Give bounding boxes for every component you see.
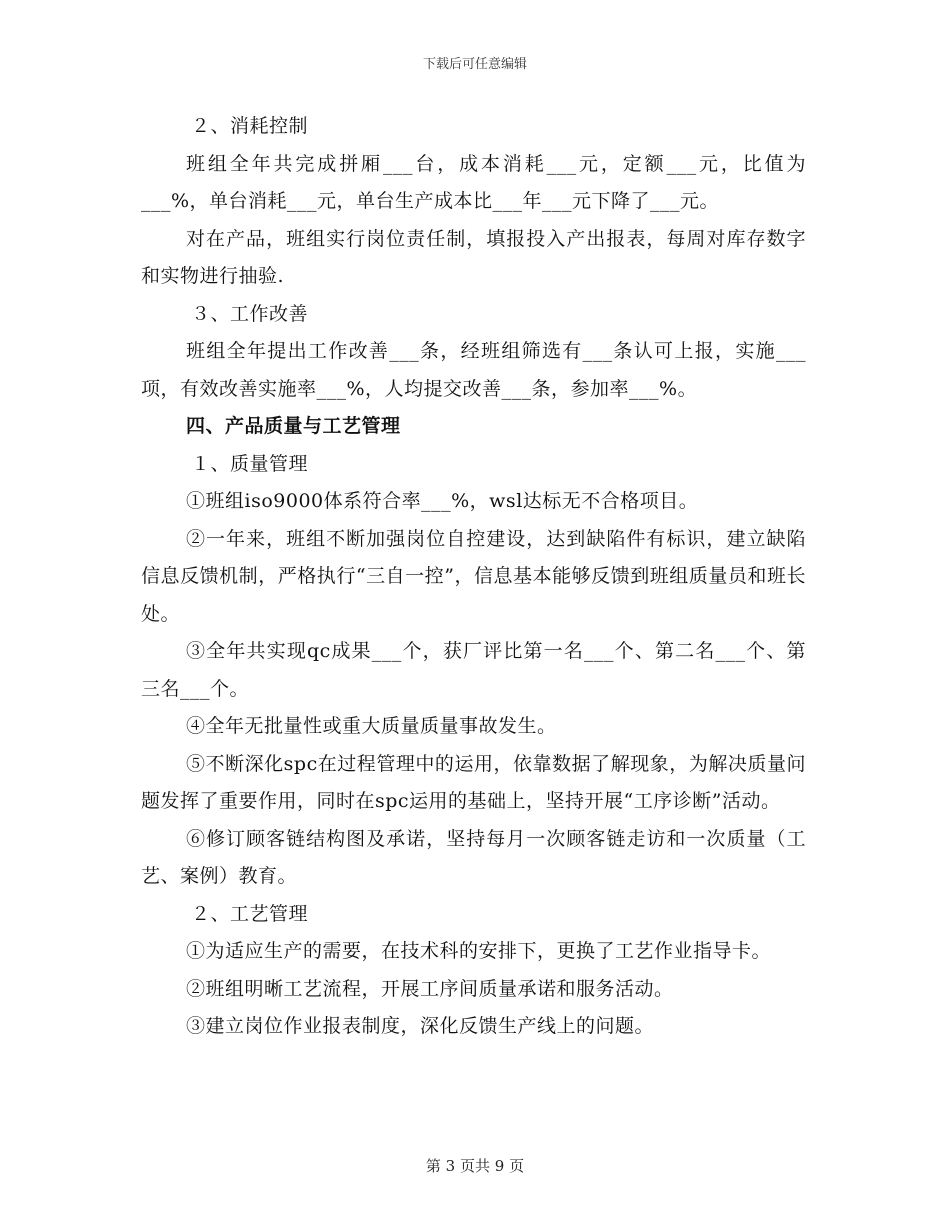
paragraph: ②班组明晰工艺流程，开展工序间质量承诺和服务活动。 xyxy=(186,977,674,1000)
paragraph: 对在产品，班组实行岗位责任制，填报投入产出报表，每周对库存数字和实物进行抽验. xyxy=(141,227,806,287)
paragraph: ②一年来，班组不断加强岗位自控建设，达到缺陷件有标识，建立缺陷信息反馈机制，严格执行“三自一控”，信息基本能够反馈到班组质量员和班长处。 xyxy=(141,527,806,625)
document-body xyxy=(141,108,806,1046)
paragraph: ④全年无批量性或重大质量质量事故发生。 xyxy=(186,715,557,737)
paragraph: ⑥修订顾客链结构图及承诺，坚持每月一次顾客链走访和一次质量（工艺、案例）教育。 xyxy=(141,827,806,887)
section-heading-consumption: ２、消耗控制 xyxy=(191,115,309,137)
page-header: 下载后可任意编辑 xyxy=(422,57,527,72)
chapter-heading-quality: 四、产品质量与工艺管理 xyxy=(186,415,401,437)
paragraph: 班组全年提出工作改善___条，经班组筛选有___条认可上报，实施___项，有效改善实施率___%，人均提交改善___条，参加率___%。 xyxy=(141,340,806,400)
paragraph: ①为适应生产的需要，在技术科的安排下，更换了工艺作业指导卡。 xyxy=(186,940,772,962)
section-heading-quality-management: １、质量管理 xyxy=(191,452,309,475)
paragraph: ⑤不断深化spc在过程管理中的运用，依靠数据了解现象，为解决质量问题发挥了重要作用，同时在spc运用的基础上，坚持开展“工序诊断”活动。 xyxy=(141,752,806,812)
paragraph: 班组全年共完成拼厢___台，成本消耗___元，定额___元，比值为___%，单台消耗___元，单台生产成本比___年___元下降了___元。 xyxy=(141,152,806,212)
paragraph: ③建立岗位作业报表制度，深化反馈生产线上的问题。 xyxy=(186,1015,655,1037)
section-heading-process-management: ２、工艺管理 xyxy=(191,902,309,925)
paragraph: ③全年共实现qc成果___个，获厂评比第一名___个、第二名___个、第三名___个。 xyxy=(141,640,806,700)
paragraph: ①班组iso9000体系符合率___%，wsl达标无不合格项目。 xyxy=(186,490,699,512)
page-footer: 第 3 页共 9 页 xyxy=(425,1157,525,1175)
section-heading-improvement: ３、工作改善 xyxy=(191,302,309,325)
